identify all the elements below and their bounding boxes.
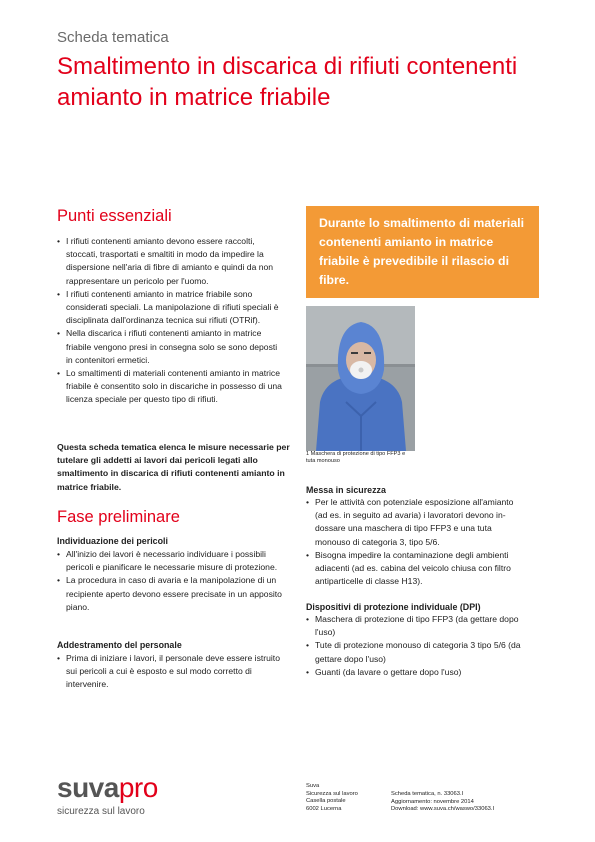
worker-photo [306, 306, 415, 451]
list-item: • Maschera di protezione di tipo FFP3 (da gettare dopo l'uso) [306, 614, 519, 638]
list-item: • Tute di protezione monouso di categoria 3 tipo 5/6 (da gettare dopo l'uso) [306, 640, 521, 664]
document-kicker: Scheda tematica [57, 29, 169, 46]
list-item: • Per le attività con potenziale esposizione all'amianto (ad es. in seguito ad avaria) i lavoratori devono in-dossare una maschera di tipo FFP3 e una tuta monouso di categoria 3, tipo 5/6. [306, 497, 514, 547]
document-title: Smaltimento in discarica di rifiuti contenenti amianto in matrice friabile [57, 53, 518, 111]
list-item: • I rifiuti contenenti amianto devono essere raccolti, stoccati, trasportati e smaltiti in modo da impedire la dispersione nell'aria di fibre di amianto e quindi da non rappresentare un pericolo per l'uomo. [57, 236, 274, 286]
dpi-list [306, 613, 528, 679]
logo-tagline: sicurezza sul lavoro [57, 806, 145, 817]
sicurezza-list [306, 496, 528, 588]
subheading-sicurezza: Messa in sicurezza [306, 485, 386, 495]
list-item: • Lo smaltimenti di materiali contenenti amianto in matrice friabile è consentito solo in discariche in possesso di una licenza speciale per questo tipo di rifiuti. [57, 368, 282, 405]
subheading-pericoli: Individuazione dei pericoli [57, 536, 168, 546]
intro-paragraph: Questa scheda tematica elenca le misure necessarie per tutelare gli addetti ai lavori dai pericoli legati allo smaltimento in discarica di rifiuti contenenti amianto in matrice friabile. [57, 442, 290, 492]
suvapro-logo: suvapro [57, 772, 158, 803]
list-item: • I rifiuti contenenti amianto in matrice friabile sono considerati speciali. La manipolazione di rifiuti speciali è disciplinata dall'ordinanza tecnica sui rifiuti (OTRif). [57, 288, 279, 326]
callout-box: Durante lo smaltimento di materiali contenenti amianto in matrice friabile è prevedibile il rilascio di fibre. [306, 206, 539, 298]
subheading-dpi: Dispositivi di protezione individuale (DPI) [306, 602, 481, 612]
list-item: • Bisogna impedire la contaminazione degli ambienti adiacenti (ad es. cabina del veicolo chiusa con filtro antiparticelle di classe H13). [306, 549, 511, 587]
list-item: • Nella discarica i rifiuti contenenti amianto in matrice friabile vengono presi in consegna solo se sono deposti in contenitori ermetici. [57, 328, 278, 365]
photo-caption: 1 Maschera di protezione di tipo FFP3 e tuta monouso [306, 451, 406, 465]
section-heading-fase: Fase preliminare [57, 508, 180, 526]
section-heading-punti: Punti essenziali [57, 207, 172, 225]
footer-address: Suva Sicurezza sul lavoro Casella postale 6002 Lucerna [306, 783, 358, 812]
list-item: • La procedura in caso di avaria e la manipolazione di un recipiente aperto devono essere precisate in un apposito piano. [57, 575, 282, 612]
list-item: • Prima di iniziare i lavori, il personale deve essere istruito sui pericoli a cui è esposto e sul modo corretto di intervenire. [57, 653, 280, 690]
pericoli-list [57, 548, 283, 614]
subheading-addestramento: Addestramento del personale [57, 640, 182, 650]
footer-meta: Scheda tematica, n. 33063.I Aggiornamento: novembre 2014 Download: www.suva.ch/waswo/33063.I [391, 791, 495, 813]
list-item: • Guanti (da lavare o gettare dopo l'uso) [306, 666, 462, 677]
punti-list [57, 235, 283, 407]
addestramento-list [57, 652, 283, 692]
list-item: • All'inizio dei lavori è necessario individuare i possibili pericoli e pianificare le necessarie misure di protezione. [57, 549, 278, 573]
